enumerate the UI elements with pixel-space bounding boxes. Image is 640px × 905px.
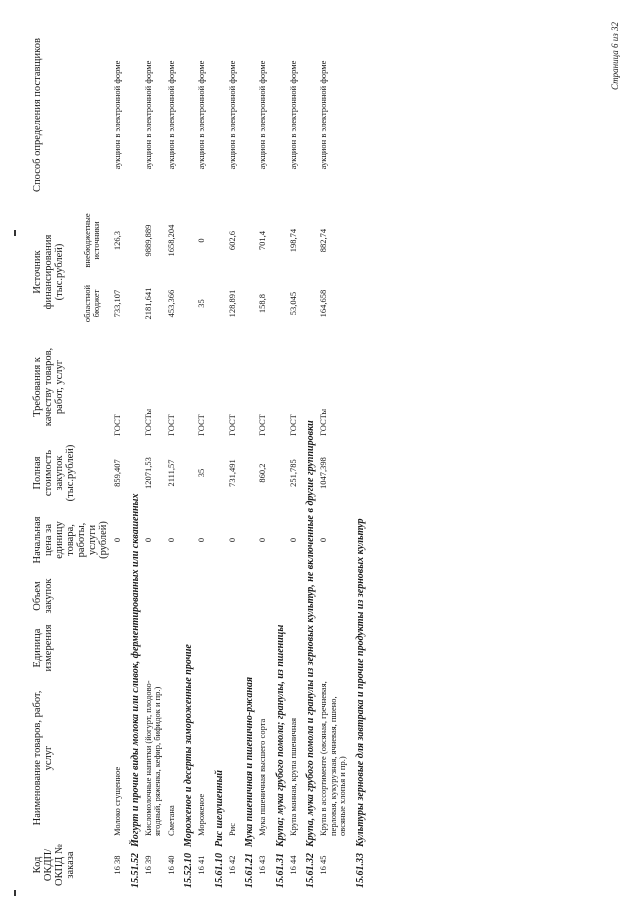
item-total: 860,2: [257, 463, 267, 483]
item-name: Молоко сгущенное: [112, 766, 122, 836]
group-name: Крупа, мука грубого помола и гранулы из зерновых культур, не включенные в другие группировки: [305, 420, 316, 847]
table-row: [287, 21, 301, 891]
margin-mark: [14, 230, 16, 236]
item-name: Крупа в ассортименте (овсяная, гречневая, перловая, кукурузная, ячневая, пшено, овсяные хлопья и пр.): [318, 681, 347, 836]
funding-extra: 602,6: [226, 230, 237, 251]
item-volume: [287, 573, 301, 619]
item-unit: [165, 619, 179, 677]
item-quality: ГОСТы: [318, 408, 328, 436]
item-volume: [165, 573, 179, 619]
group-name: Йогурт и прочие виды молока или сливок, ферментированных или сквашенных: [129, 493, 141, 847]
item-name: Мороженое: [196, 793, 206, 836]
order-code: 16 45: [318, 855, 328, 875]
group-code: 15.61.21: [244, 853, 255, 888]
item-quality: ГОСТ: [196, 414, 206, 436]
item-quality: ГОСТ: [112, 414, 122, 436]
group-row: [209, 21, 226, 891]
header-row: [30, 21, 80, 891]
item-name: Мука пшеничная высшего сорта: [257, 718, 267, 836]
header-unit: Единица измерения: [32, 624, 54, 672]
item-total: 1047,398: [318, 457, 328, 489]
funding-regional: 128,891: [226, 289, 237, 318]
item-quality: ГОСТ: [165, 414, 176, 436]
group-code: 15.61.10: [213, 853, 225, 888]
item-total: 12071,53: [142, 457, 153, 489]
group-row: [125, 21, 142, 891]
group-row: [270, 21, 287, 891]
group-code: 15.61.32: [305, 853, 316, 888]
order-code: 16 44: [287, 855, 298, 875]
item-volume: [256, 573, 270, 619]
header-method: Способ определения поставщиков: [32, 38, 43, 192]
item-price: 0: [165, 537, 176, 543]
procurement-method: аукцион в электронной форме: [226, 60, 237, 170]
group-row: [239, 21, 256, 891]
item-quality: ГОСТ: [257, 414, 267, 436]
item-name: Сметана: [165, 805, 176, 836]
funding-regional: 2181,641: [142, 287, 153, 320]
group-name: Культуры зерновые для завтрака и прочие продукты из зерновых культур: [354, 518, 366, 847]
procurement-table: [30, 21, 367, 891]
table-body: [111, 21, 367, 891]
order-code: 16 41: [196, 855, 206, 875]
group-cell: [300, 21, 317, 891]
item-price: 0: [196, 537, 206, 543]
table-row: [256, 21, 270, 891]
item-name: Рис: [226, 822, 237, 836]
procurement-method: аукцион в электронной форме: [196, 60, 206, 170]
table-row: [226, 21, 240, 891]
item-price: 0: [142, 537, 153, 543]
header-name: Наименование товаров, работ, услуг: [32, 690, 54, 826]
order-code: 16 39: [142, 855, 153, 875]
item-total: 2111,57: [165, 459, 176, 487]
table-row: [317, 21, 350, 891]
margin-mark: [14, 890, 16, 896]
funding-extra: 126,3: [112, 230, 122, 251]
item-unit: [142, 619, 165, 677]
header-quality: Требования к качеству товаров, работ, услуг: [32, 347, 65, 427]
item-unit: [287, 619, 301, 677]
group-code: 15.61.31: [274, 853, 286, 888]
table-row: [111, 21, 125, 891]
order-code: 16 38: [112, 855, 122, 875]
item-price: 0: [287, 537, 298, 543]
group-cell: [239, 21, 256, 891]
header-funding-regional: областной бюджет: [81, 284, 101, 323]
item-unit: [317, 619, 350, 677]
item-name: Кисломолочные напитки (йогурт, плодово-ягодный, ряженка, кефир, бифидок и пр.): [142, 680, 162, 836]
item-quality: ГОСТы: [142, 408, 153, 436]
group-name: Рис шелушенный: [213, 770, 225, 847]
group-cell: [350, 21, 367, 891]
group-cell: [209, 21, 226, 891]
item-name: Крупа манная, крупа пшеничная: [287, 717, 298, 836]
group-cell: [178, 21, 195, 891]
item-unit: [111, 619, 125, 677]
procurement-method: аукцион в электронной форме: [257, 60, 267, 170]
item-quality: ГОСТ: [287, 414, 298, 436]
group-row: [350, 21, 367, 891]
item-price: 0: [226, 537, 237, 543]
procurement-method: аукцион в электронной форме: [165, 60, 176, 170]
group-row: [300, 21, 317, 891]
header-code: Код ОКДП/ ОКПД № заказа: [32, 844, 76, 886]
group-row: [178, 21, 195, 891]
funding-extra: 882,74: [318, 228, 328, 253]
funding-extra: 198,74: [287, 228, 298, 253]
procurement-method: аукцион в электронной форме: [142, 60, 153, 170]
funding-regional: 35: [196, 299, 206, 308]
header-price: Начальная цена за единицу товара, работы, услуги (рублей): [32, 516, 109, 564]
table-row: [142, 21, 165, 891]
group-name: Мука пшеничная и пшенично-ржаная: [244, 676, 255, 847]
procurement-method: аукцион в электронной форме: [287, 60, 298, 170]
item-unit: [195, 619, 209, 677]
item-price: 0: [318, 537, 328, 543]
funding-extra: 701,4: [257, 230, 267, 251]
item-volume: [195, 573, 209, 619]
group-cell: [125, 21, 142, 891]
funding-extra: 9889,889: [142, 224, 153, 257]
procurement-method: аукцион в электронной форме: [112, 60, 122, 170]
header-funding: Источник финансирования (тыс.рублей): [32, 234, 65, 310]
item-volume: [226, 573, 240, 619]
item-volume: [111, 573, 125, 619]
item-price: 0: [112, 537, 122, 543]
group-code: 15.52.10: [183, 853, 194, 888]
item-unit: [226, 619, 240, 677]
funding-extra: 1658,204: [165, 224, 176, 257]
page-number: Страница 6 из 32: [610, 22, 620, 90]
item-quality: ГОСТ: [226, 414, 237, 436]
item-total: 731,491: [226, 459, 237, 487]
funding-regional: 164,658: [318, 289, 328, 318]
header-funding-extra: внебюджетные источники: [81, 213, 101, 268]
procurement-method: аукцион в электронной форме: [318, 60, 328, 170]
order-code: 16 43: [257, 855, 267, 875]
funding-regional: 53,045: [287, 291, 298, 316]
funding-regional: 158,8: [257, 293, 267, 314]
group-code: 15.51.52: [129, 853, 141, 888]
item-price: 0: [257, 537, 267, 543]
funding-extra: 0: [196, 238, 206, 243]
item-volume: [142, 573, 165, 619]
funding-regional: 453,366: [165, 289, 176, 318]
table-row: [165, 21, 179, 891]
header-total: Полная стоимость закупок (тыс.рублей): [32, 444, 76, 502]
table-row: [195, 21, 209, 891]
order-code: 16 42: [226, 855, 237, 875]
order-code: 16 40: [165, 855, 176, 875]
item-volume: [317, 573, 350, 619]
group-name: Мороженое и десерты замороженные прочие: [183, 644, 194, 847]
group-name: Крупа; мука грубого помола; гранулы, из пшеницы: [274, 624, 286, 847]
item-unit: [256, 619, 270, 677]
group-cell: [270, 21, 287, 891]
funding-regional: 733,107: [112, 289, 122, 318]
group-code: 15.61.33: [354, 853, 366, 888]
item-total: 35: [196, 468, 206, 478]
header-volume: Объем закупок: [32, 578, 54, 614]
item-total: 859,407: [112, 459, 122, 487]
item-total: 251,785: [287, 459, 298, 487]
